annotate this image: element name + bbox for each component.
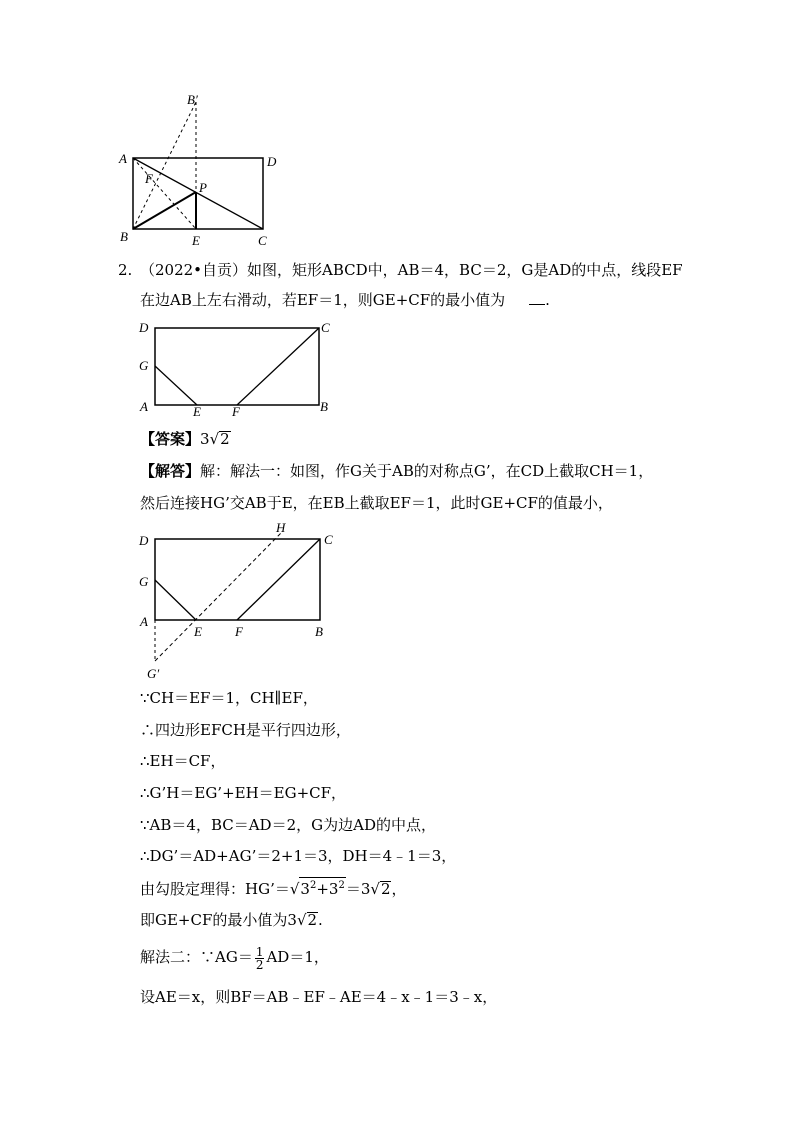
label-p: P: [199, 180, 207, 195]
solution-text-1: 解：解法一：如图，作G关于AB的对称点G’，在CD上截取CH＝1，: [200, 462, 654, 480]
label-b: B: [120, 229, 128, 244]
question-text-2: 在边AB上左右滑动，若EF＝1，则GE+CF的最小值为: [140, 291, 506, 309]
label-g-3: G: [139, 574, 149, 589]
label-b-2: B: [320, 399, 328, 414]
label-a-3: A: [140, 614, 148, 629]
rad-term-1: 3: [300, 880, 310, 898]
label-c-3: C: [324, 532, 333, 547]
sqrt-symbol-8: √: [296, 911, 307, 929]
label-d: D: [267, 154, 277, 169]
step-7-radicand: [299, 877, 345, 897]
step-7-end: ，: [391, 880, 407, 898]
step-10: 设AE＝x，则BF＝AB﹣EF﹣AE＝4﹣x﹣1＝3﹣x，: [140, 988, 498, 1006]
step-9-post: AD＝1，: [266, 948, 329, 966]
step-1: ∵CH＝EF＝1，CH∥EF，: [140, 689, 318, 707]
solution-line-1: [140, 461, 653, 481]
fraction-numerator: 1: [255, 944, 264, 959]
question-text-1: （2022•自贡）如图，矩形ABCD中，AB＝4，BC＝2，G是AD的中点，线段EF: [140, 261, 683, 279]
step-8-radicand: 2: [307, 911, 318, 929]
label-b-3: B: [315, 624, 323, 639]
question-number: 2.: [118, 261, 133, 279]
step-7: [140, 877, 407, 899]
step-4: ∴G’H＝EG’+EH＝EG+CF，: [140, 784, 347, 802]
solution-tag: 【解答】: [140, 462, 201, 480]
step-9: [140, 944, 329, 971]
figure-2-rectangle-gecf: [130, 315, 340, 420]
label-f-3: F: [235, 624, 243, 639]
answer-tag: 【答案】: [140, 430, 201, 448]
sqrt-symbol-7: √: [289, 880, 300, 898]
label-a: A: [119, 151, 127, 166]
label-g-2: G: [139, 358, 149, 373]
step-8-text: 即GE+CF的最小值为3: [140, 911, 297, 929]
step-7-result-radicand: 2: [380, 880, 391, 898]
figure-3-reflection-construction: [130, 518, 345, 683]
dashed-gprime-h: [155, 533, 281, 661]
step-7-text: 由勾股定理得：HG’＝: [140, 880, 290, 898]
rad-exp-2: 2: [338, 880, 345, 891]
step-9-text: 解法二：∵AG＝: [140, 948, 253, 966]
step-7-equals: ＝3: [345, 880, 371, 898]
step-2: ∴四边形EFCH是平行四边形，: [140, 721, 351, 739]
fraction-half: [255, 946, 265, 971]
rad-term-2: +3: [316, 880, 339, 898]
segment-fc-3: [237, 539, 320, 620]
label-h-3: H: [276, 520, 286, 535]
answer-coefficient: 3: [200, 430, 210, 448]
label-d-3: D: [139, 533, 149, 548]
label-a-2: A: [140, 399, 148, 414]
segment-ge-3: [155, 580, 196, 620]
label-c: C: [258, 233, 267, 248]
figure-1-rectangle-reflection: [110, 90, 290, 255]
label-e-2: E: [193, 404, 201, 419]
answer-blank: [529, 290, 545, 305]
label-f: F: [145, 171, 153, 186]
step-6: ∴DG’＝AD+AG’＝2+1＝3，DH＝4﹣1＝3，: [140, 847, 457, 865]
label-e-3: E: [194, 624, 202, 639]
label-gprime-3: G′: [147, 666, 160, 681]
segment-fc: [237, 328, 319, 405]
answer-radicand: 2: [220, 430, 230, 448]
label-d-2: D: [139, 320, 149, 335]
rad-exp-1: 2: [309, 880, 317, 891]
rectangle-abcd-3: [155, 539, 320, 620]
answer-line: [140, 429, 231, 449]
sqrt-symbol-7b: √: [370, 880, 380, 898]
segment-ge: [155, 366, 197, 405]
label-c-2: C: [321, 320, 330, 335]
step-8-end: .: [318, 911, 323, 929]
step-3: ∴EH＝CF，: [140, 752, 226, 770]
dashed-a-e: [133, 158, 196, 229]
label-f-2: F: [232, 404, 240, 419]
step-5: ∵AB＝4，BC＝AD＝2，G为边AD的中点，: [140, 816, 436, 834]
rectangle-abcd-2: [155, 328, 319, 405]
question-period: .: [545, 291, 550, 309]
solution-line-2: 然后连接HG’交AB于E，在EB上截取EF＝1，此时GE+CF的值最小，: [140, 494, 613, 512]
sqrt-symbol: √: [209, 430, 220, 448]
step-8: [140, 910, 323, 930]
label-bprime: B′: [187, 92, 198, 107]
fraction-denominator: 2: [255, 957, 264, 972]
label-e: E: [192, 233, 200, 248]
